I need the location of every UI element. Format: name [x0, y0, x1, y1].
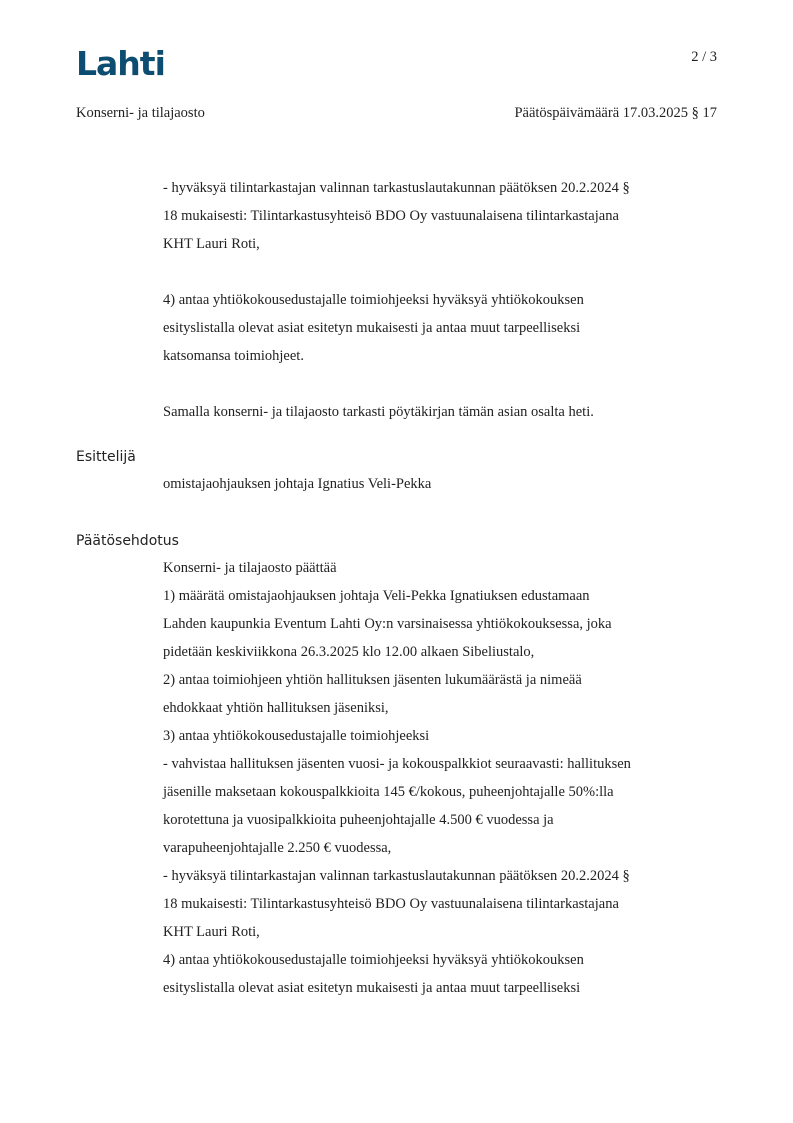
- text-line: 2) antaa toimiohjeen yhtiön hallituksen jäsenten lukumäärästä ja nimeää: [163, 672, 582, 688]
- text-line: jäsenille maksetaan kokouspalkkioita 145 €/kokous, puheenjohtajalle 50%:lla: [163, 784, 614, 800]
- text-line: KHT Lauri Roti,: [163, 924, 260, 940]
- presenter-section: [163, 470, 723, 498]
- presenter-heading: Esittelijä: [76, 449, 136, 465]
- text-line: Konserni- ja tilajaosto päättää: [163, 560, 337, 576]
- text-line: Samalla konserni- ja tilajaosto tarkasti pöytäkirjan tämän asian osalta heti.: [163, 404, 594, 420]
- blank-line: [163, 370, 723, 398]
- text-line: korotettuna ja vuosipalkkioita puheenjohtajalle 4.500 € vuodessa ja: [163, 812, 554, 828]
- text-line: 1) määrätä omistajaohjauksen johtaja Veli-Pekka Ignatiuksen edustamaan: [163, 588, 590, 604]
- text-line: katsomansa toimiohjeet.: [163, 348, 304, 364]
- text-line: 18 mukaisesti: Tilintarkastusyhteisö BDO Oy vastuunalaisena tilintarkastajana: [163, 896, 619, 912]
- text-line: Lahden kaupunkia Eventum Lahti Oy:n varsinaisessa yhtiökokouksessa, joka: [163, 616, 612, 632]
- intro-section: [163, 174, 723, 426]
- text-line: 3) antaa yhtiökokousedustajalle toimiohjeeksi: [163, 728, 430, 744]
- proposal-section: [163, 554, 723, 1002]
- text-line: 4) antaa yhtiökokousedustajalle toimiohjeeksi hyväksyä yhtiökokouksen: [163, 292, 584, 308]
- text-line: ehdokkaat yhtiön hallituksen jäseniksi,: [163, 700, 389, 716]
- text-line: - hyväksyä tilintarkastajan valinnan tarkastuslautakunnan päätöksen 20.2.2024 §: [163, 868, 630, 884]
- text-line: 4) antaa yhtiökokousedustajalle toimiohjeeksi hyväksyä yhtiökokouksen: [163, 952, 584, 968]
- page-number: 2 / 3: [691, 49, 717, 65]
- text-line: esityslistalla olevat asiat esitetyn mukaisesti ja antaa muut tarpeelliseksi: [163, 980, 581, 996]
- lahti-logo: Lahti: [76, 44, 165, 83]
- decision-date: Päätöspäivämäärä 17.03.2025 § 17: [514, 105, 717, 121]
- text-line: 18 mukaisesti: Tilintarkastusyhteisö BDO Oy vastuunalaisena tilintarkastajana: [163, 208, 619, 224]
- presenter-name: omistajaohjauksen johtaja Ignatius Veli-Pekka: [163, 476, 432, 492]
- proposal-heading: Päätösehdotus: [76, 533, 179, 549]
- text-line: - vahvistaa hallituksen jäsenten vuosi- ja kokouspalkkiot seuraavasti: hallituksen: [163, 756, 631, 772]
- text-line: KHT Lauri Roti,: [163, 236, 260, 252]
- text-line: esityslistalla olevat asiat esitetyn mukaisesti ja antaa muut tarpeelliseksi: [163, 320, 581, 336]
- text-line: pidetään keskiviikkona 26.3.2025 klo 12.00 alkaen Sibeliustalo,: [163, 644, 535, 660]
- text-line: - hyväksyä tilintarkastajan valinnan tarkastuslautakunnan päätöksen 20.2.2024 §: [163, 180, 630, 196]
- blank-line: [163, 258, 723, 286]
- text-line: varapuheenjohtajalle 2.250 € vuodessa,: [163, 840, 392, 856]
- body-name: Konserni- ja tilajaosto: [76, 105, 205, 121]
